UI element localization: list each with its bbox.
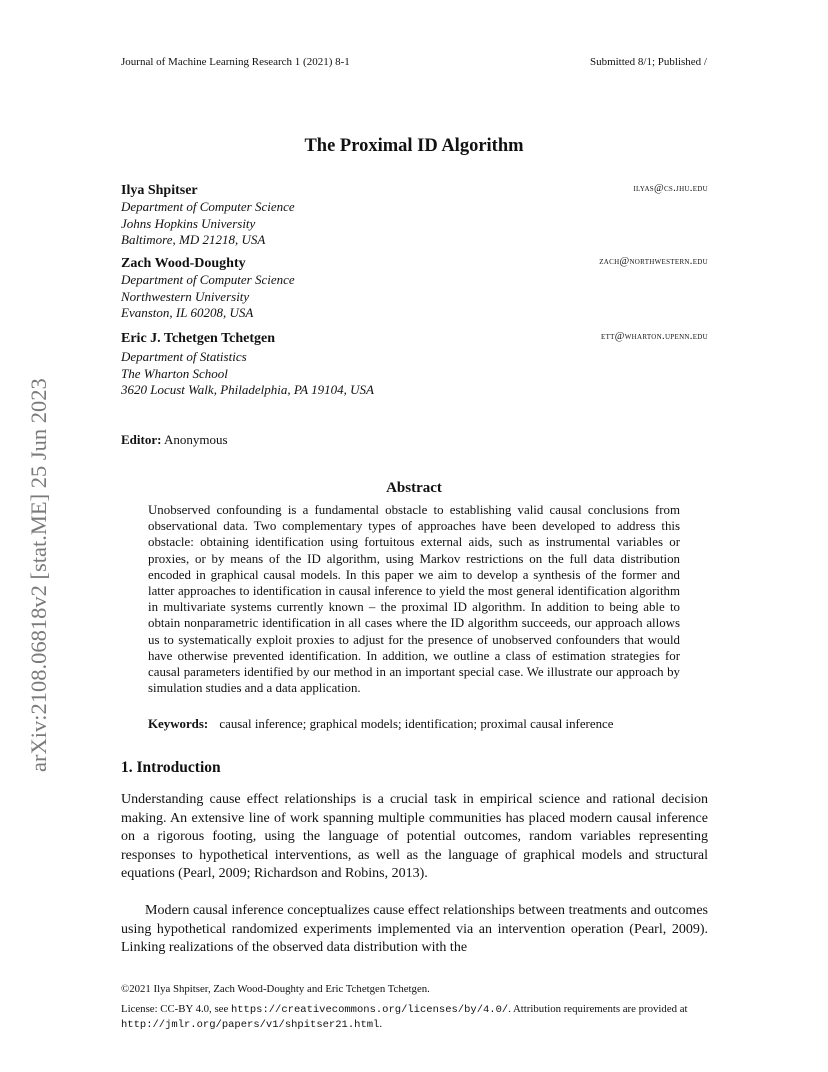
intro-paragraph-1: Understanding cause effect relationships is a crucial task in empirical science and rational decision making. An extensive line of work spanning multiple communities has placed modern causal inference on a rigorous footing, using the language of potential outcomes, random variables representing responses to hypothetical interventions, as well as the language of graphical models and structural equations (Pearl, 2009; Richardson and Robins, 2013).: [121, 792, 708, 881]
author-name: Eric J. Tchetgen Tchetgen: [121, 331, 276, 346]
section-heading: 1. Introduction: [121, 759, 221, 776]
affiliation-line: Department of Computer Science: [121, 272, 295, 287]
affiliation-line: Baltimore, MD 21218, USA: [121, 232, 266, 247]
affiliation-line: Department of Statistics: [121, 349, 247, 364]
author-block: [121, 255, 708, 322]
license-prefix: License: CC-BY 4.0, see: [121, 1003, 229, 1015]
paper-link[interactable]: http://jmlr.org/papers/v1/shpitser21.html: [121, 1019, 380, 1031]
editor-label: Editor:: [121, 432, 162, 447]
abstract-text: Unobserved confounding is a fundamental obstacle to establishing valid causal conclusions from observational data. Two complementary types of approaches have been developed to address this obstacle: obtaining identification using fortuitous external aids, such as instrumental variables or proxies, or by means of the ID algorithm, using Markov restrictions on the full data distribution encoded in graphical causal models. In this paper we aim to develop a synthesis of the former and latter approaches to identification in causal inference to yield the most general identification algorithm in multivariate systems currently known – the proximal ID algorithm. In addition to being able to obtain nonparametric identification in all cases where the ID algorithm succeeds, our approach allows us to systematically exploit proxies to adjust for the presence of unobserved confounders that would have otherwise prevented identification. In addition, we outline a class of estimation strategies for causal parameters identified by our method in an important special case. We illustrate our approach by simulation studies and a data application.: [148, 503, 680, 696]
affiliation-line: Johns Hopkins University: [121, 215, 256, 231]
author-name: Ilya Shpitser: [121, 183, 198, 198]
author-email[interactable]: ett@wharton.upenn.edu: [601, 331, 708, 342]
abstract-heading: Abstract: [386, 480, 442, 496]
keywords-value: causal inference; graphical models; identification; proximal causal inference: [219, 717, 614, 731]
keywords-line: [148, 717, 688, 732]
editor-line: [121, 432, 228, 448]
submission-info: Submitted 8/1; Published /: [589, 56, 707, 68]
journal-header: Journal of Machine Learning Research 1 (2021) 8-1: [121, 56, 350, 68]
affiliation-line: The Wharton School: [121, 365, 228, 381]
affiliation-line: Evanston, IL 60208, USA: [121, 305, 254, 320]
intro-paragraph-2: Modern causal inference conceptualizes cause effect relationships between treatments and outcomes using hypothetical randomized experiments implemented via an intervention operation (Pearl, 2009). Linking realizations of the observed data distribution with the: [121, 903, 708, 955]
author-block: [121, 182, 708, 249]
editor-value: Anonymous: [164, 432, 228, 447]
license-mid: . Attribution requirements are provided at: [508, 1003, 688, 1015]
author-email[interactable]: zach@northwestern.edu: [599, 256, 708, 267]
license-note: [121, 1002, 708, 1032]
author-block: [121, 330, 708, 399]
license-end: .: [379, 1018, 383, 1030]
author-email[interactable]: ilyas@cs.jhu.edu: [633, 183, 708, 194]
keywords-label: Keywords:: [148, 717, 209, 731]
author-name: Zach Wood-Doughty: [121, 256, 246, 271]
affiliation-line: Northwestern University: [121, 288, 250, 304]
affiliation-line: 3620 Locust Walk, Philadelphia, PA 19104, USA: [121, 382, 374, 397]
affiliation-line: Department of Computer Science: [121, 199, 295, 214]
copyright-note: ©2021 Ilya Shpitser, Zach Wood-Doughty and Eric Tchetgen Tchetgen.: [121, 983, 430, 995]
paper-title: The Proximal ID Algorithm: [304, 136, 524, 156]
arxiv-stamp: arXiv:2108.06818v2 [stat.ME] 25 Jun 2023: [26, 378, 51, 772]
license-link[interactable]: https://creativecommons.org/licenses/by/4.0/: [230, 1004, 509, 1016]
